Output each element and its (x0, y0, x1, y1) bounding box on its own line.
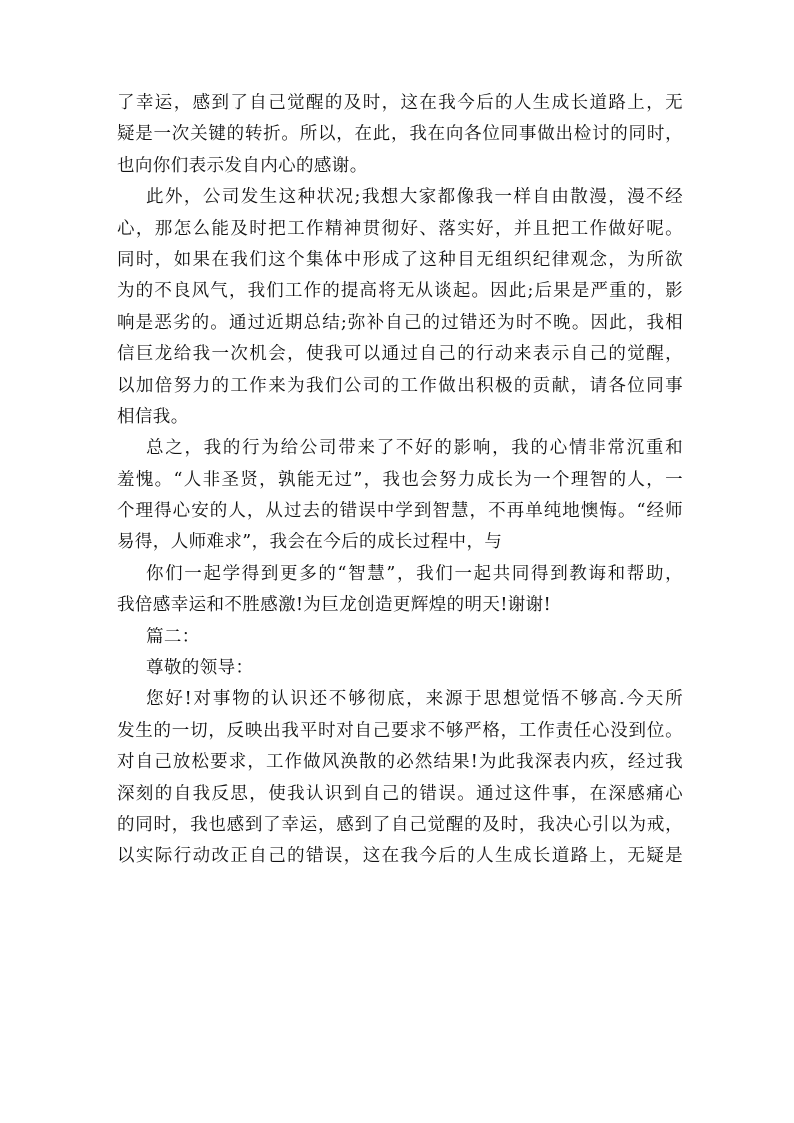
text-line: 疑是一次关键的转折。所以，在此，我在向各位同事做出检讨的同时， (117, 124, 683, 145)
text-line: 尊敬的领导： (146, 658, 254, 679)
text-line: 您好!对事物的认识还不够彻底，来源于思想觉悟不够高.今天所 (146, 689, 683, 710)
text-line: 总之，我的行为给公司带来了不好的影响，我的心情非常沉重和 (146, 438, 683, 459)
text-line: 篇二： (146, 626, 200, 647)
text-line: 心，那怎么能及时把工作精神贯彻好、落实好，并且把工作做好呢。 (117, 218, 683, 239)
text-line: 的同时，我也感到了幸运，感到了自己觉醒的及时，我决心引以为戒， (117, 814, 683, 835)
text-line: 同时，如果在我们这个集体中形成了这种目无组织纪律观念，为所欲 (117, 249, 683, 270)
text-line: 为的不良风气，我们工作的提高将无从谈起。因此;后果是严重的，影 (117, 281, 683, 302)
text-line: 响是恶劣的。通过近期总结;弥补自己的过错还为时不晚。因此，我相 (117, 312, 683, 333)
text-line: 相信我。 (117, 406, 189, 427)
text-line: 对自己放松要求，工作做风涣散的必然结果!为此我深表内疚，经过我 (117, 752, 683, 773)
text-line: 易得，人师难求”，我会在今后的成长过程中，与 (117, 532, 503, 553)
text-line: 深刻的自我反思，使我认识到自己的错误。通过这件事，在深感痛心 (117, 783, 683, 804)
text-line: 以实际行动改正自己的错误，这在我今后的人生成长道路上，无疑是 (117, 846, 683, 867)
text-line: 了幸运，感到了自己觉醒的及时，这在我今后的人生成长道路上，无 (117, 93, 683, 113)
text-line: 羞愧。“人非圣贤，孰能无过”，我也会努力成长为一个理智的人，一 (117, 469, 683, 490)
text-line: 发生的一切，反映出我平时对自己要求不够严格，工作责任心没到位。 (117, 720, 683, 741)
text-line: 个理得心安的人，从过去的错误中学到智慧，不再单纯地懊悔。“经师 (117, 501, 683, 522)
document-page (117, 88, 683, 873)
text-line: 信巨龙给我一次机会，使我可以通过自己的行动来表示自己的觉醒， (117, 344, 683, 365)
text-line: 以加倍努力的工作来为我们公司的工作做出积极的贡献，请各位同事 (117, 375, 683, 396)
text-line: 你们一起学得到更多的“智慧”，我们一起共同得到教诲和帮助， (146, 563, 683, 584)
text-line: 此外，公司发生这种状况;我想大家都像我一样自由散漫，漫不经 (146, 187, 683, 208)
text-line: 我倍感幸运和不胜感激!为巨龙创造更辉煌的明天!谢谢! (117, 595, 551, 616)
text-line: 也向你们表示发自内心的感谢。 (117, 155, 368, 176)
